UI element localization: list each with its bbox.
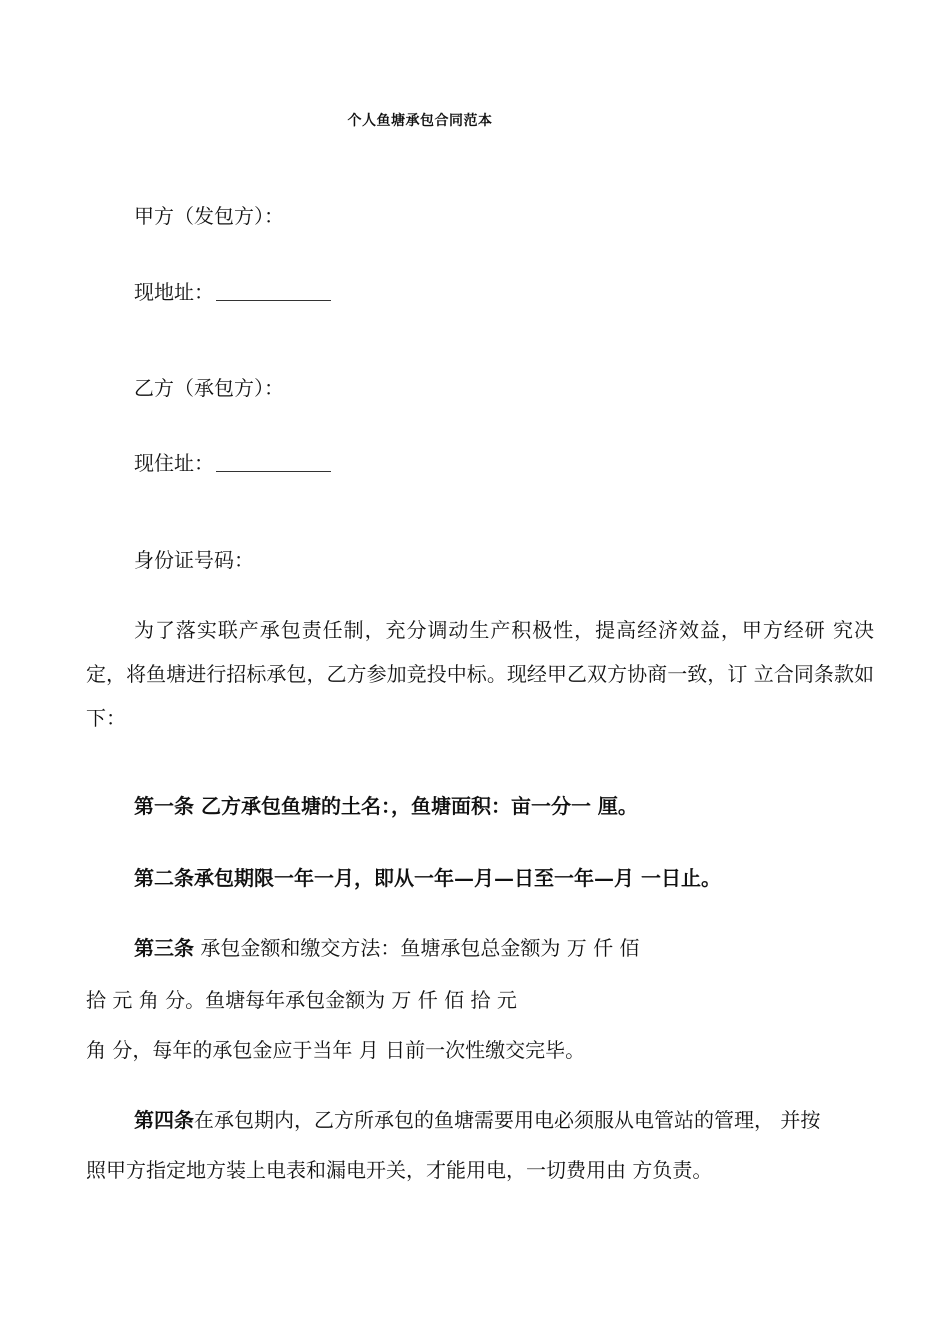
party-b-label bbox=[134, 372, 284, 401]
article-1: 第一条 乙方承包鱼塘的土名：，鱼塘面积：亩一分一 厘。 bbox=[134, 794, 638, 818]
article-3-line-3: 角 分，每年的承包金应于当年 月 日前一次性缴交完毕。 bbox=[86, 1038, 586, 1062]
document-title: 个人鱼塘承包合同范本 bbox=[347, 113, 493, 129]
article-4-line-1-text: 在承包期内，乙方所承包的鱼塘需要用电必须服从电管站的管理， 并按 bbox=[194, 1108, 821, 1132]
article-3-line-2: 拾 元 角 分。鱼塘每年承包金额为 万 仟 佰 拾 元 bbox=[86, 988, 517, 1012]
party-a-label-text: 甲方（发包方）： bbox=[134, 204, 284, 228]
article-4-heading: 第四条 bbox=[134, 1108, 194, 1132]
party-a-address bbox=[134, 276, 331, 305]
article-3-line-1 bbox=[134, 932, 639, 961]
party-b-address-blank bbox=[216, 453, 331, 472]
id-number-label-text: 身份证号码： bbox=[134, 548, 254, 572]
article-3-line-1-text: 承包金额和缴交方法：鱼塘承包总金额为 万 仟 佰 bbox=[194, 936, 640, 960]
article-2: 第二条承包期限一年一月，即从一年—月—日至一年—月 一日止。 bbox=[134, 866, 721, 890]
party-a-label bbox=[134, 200, 284, 229]
article-3-heading: 第三条 bbox=[134, 936, 194, 960]
article-4-line-2: 照甲方指定地方装上电表和漏电开关，才能用电，一切费用由 方负责。 bbox=[86, 1158, 713, 1182]
id-number-label bbox=[134, 544, 254, 573]
party-a-address-label: 现地址： bbox=[134, 280, 214, 304]
party-b-address-label: 现住址： bbox=[134, 451, 214, 475]
party-b-address bbox=[134, 447, 331, 476]
party-a-address-blank bbox=[216, 282, 331, 301]
party-b-label-text: 乙方（承包方）： bbox=[134, 376, 284, 400]
intro-paragraph: 为了落实联产承包责任制，充分调动生产积极性，提高经济效益，甲方经研 究决定，将鱼塘进行招标承包，乙方参加竞投中标。现经甲乙双方协商一致，订 立合同条款如下： bbox=[86, 618, 874, 730]
article-4-line-1 bbox=[134, 1104, 820, 1133]
